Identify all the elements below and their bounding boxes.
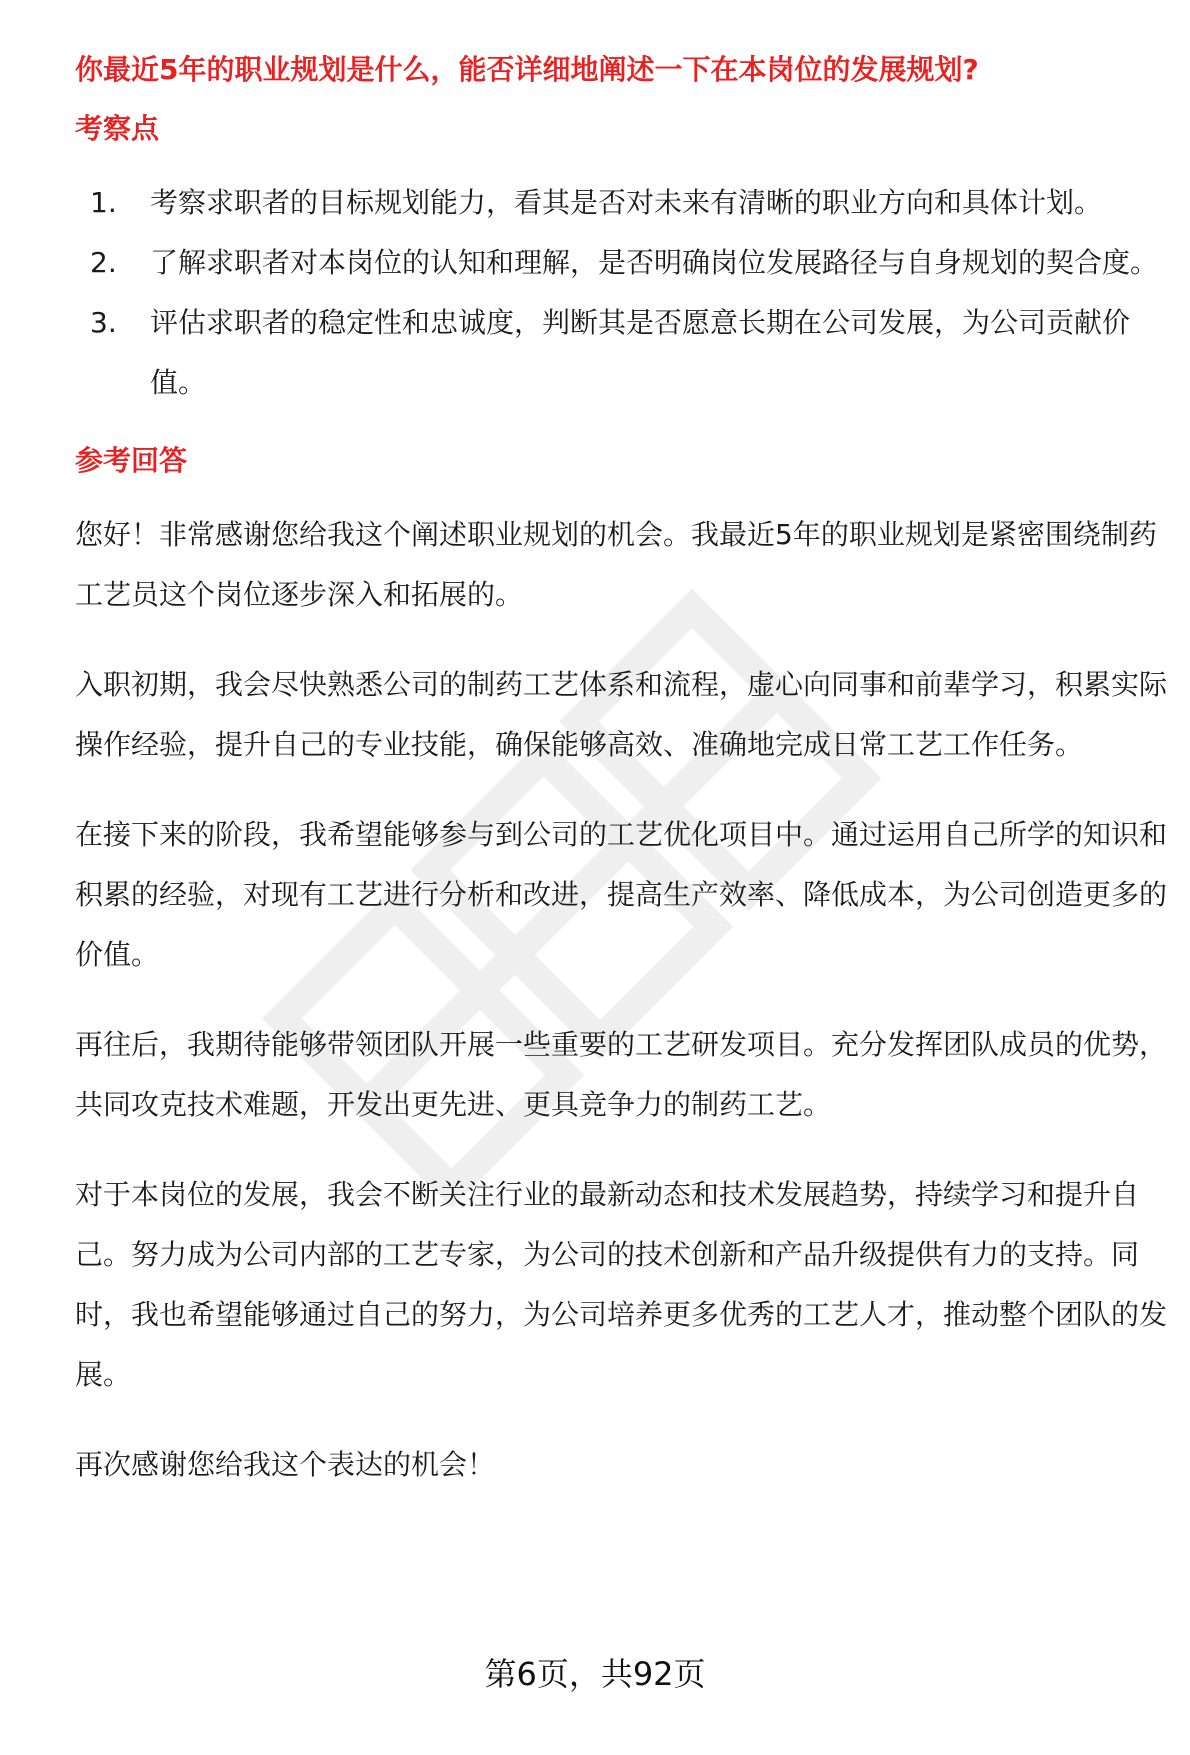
exam-point-number: 1. bbox=[90, 186, 117, 219]
document-content bbox=[75, 50, 1170, 1495]
exam-points-heading: 考察点 bbox=[75, 112, 160, 145]
answer-paragraph: 您好！非常感谢您给我这个阐述职业规划的机会。我最近5年的职业规划是紧密围绕制药工艺员这个岗位逐步深入和拓展的。 bbox=[75, 518, 1157, 611]
exam-point-item bbox=[75, 173, 1170, 233]
exam-point-text: 了解求职者对本岗位的认知和理解，是否明确岗位发展路径与自身规划的契合度。 bbox=[150, 246, 1159, 279]
question-title: 你最近5年的职业规划是什么，能否详细地阐述一下在本岗位的发展规划? bbox=[75, 53, 979, 86]
exam-point-item bbox=[75, 233, 1170, 293]
exam-point-text: 评估求职者的稳定性和忠诚度，判断其是否愿意长期在公司发展，为公司贡献价值。 bbox=[150, 306, 1131, 399]
exam-point-text: 考察求职者的目标规划能力，看其是否对未来有清晰的职业方向和具体计划。 bbox=[150, 186, 1103, 219]
exam-point-number: 3. bbox=[90, 306, 117, 339]
answer-paragraph: 在接下来的阶段，我希望能够参与到公司的工艺优化项目中。通过运用自己所学的知识和积累的经验，对现有工艺进行分析和改进，提高生产效率、降低成本，为公司创造更多的价值。 bbox=[75, 818, 1168, 971]
exam-point-number: 2. bbox=[90, 246, 117, 279]
exam-point-item bbox=[75, 293, 1170, 413]
exam-points-list bbox=[75, 173, 1170, 413]
answer-paragraph: 再次感谢您给我这个表达的机会！ bbox=[75, 1448, 496, 1481]
answer-paragraph: 对于本岗位的发展，我会不断关注行业的最新动态和技术发展趋势，持续学习和提升自己。努力成为公司内部的工艺专家，为公司的技术创新和产品升级提供有力的支持。同时，我也希望能够通过自己的努力，为公司培养更多优秀的工艺人才，推动整个团队的发展。 bbox=[75, 1178, 1168, 1391]
answer-paragraph: 入职初期，我会尽快熟悉公司的制药工艺体系和流程，虚心向同事和前辈学习，积累实际操作经验，提升自己的专业技能，确保能够高效、准确地完成日常工艺工作任务。 bbox=[75, 668, 1168, 761]
page-number-footer: 第6页，共92页 bbox=[484, 1655, 706, 1693]
reference-answer-heading: 参考回答 bbox=[75, 444, 188, 477]
answer-paragraph: 再往后，我期待能够带领团队开展一些重要的工艺研发项目。充分发挥团队成员的优势，共同攻克技术难题，开发出更先进、更具竞争力的制药工艺。 bbox=[75, 1028, 1168, 1121]
